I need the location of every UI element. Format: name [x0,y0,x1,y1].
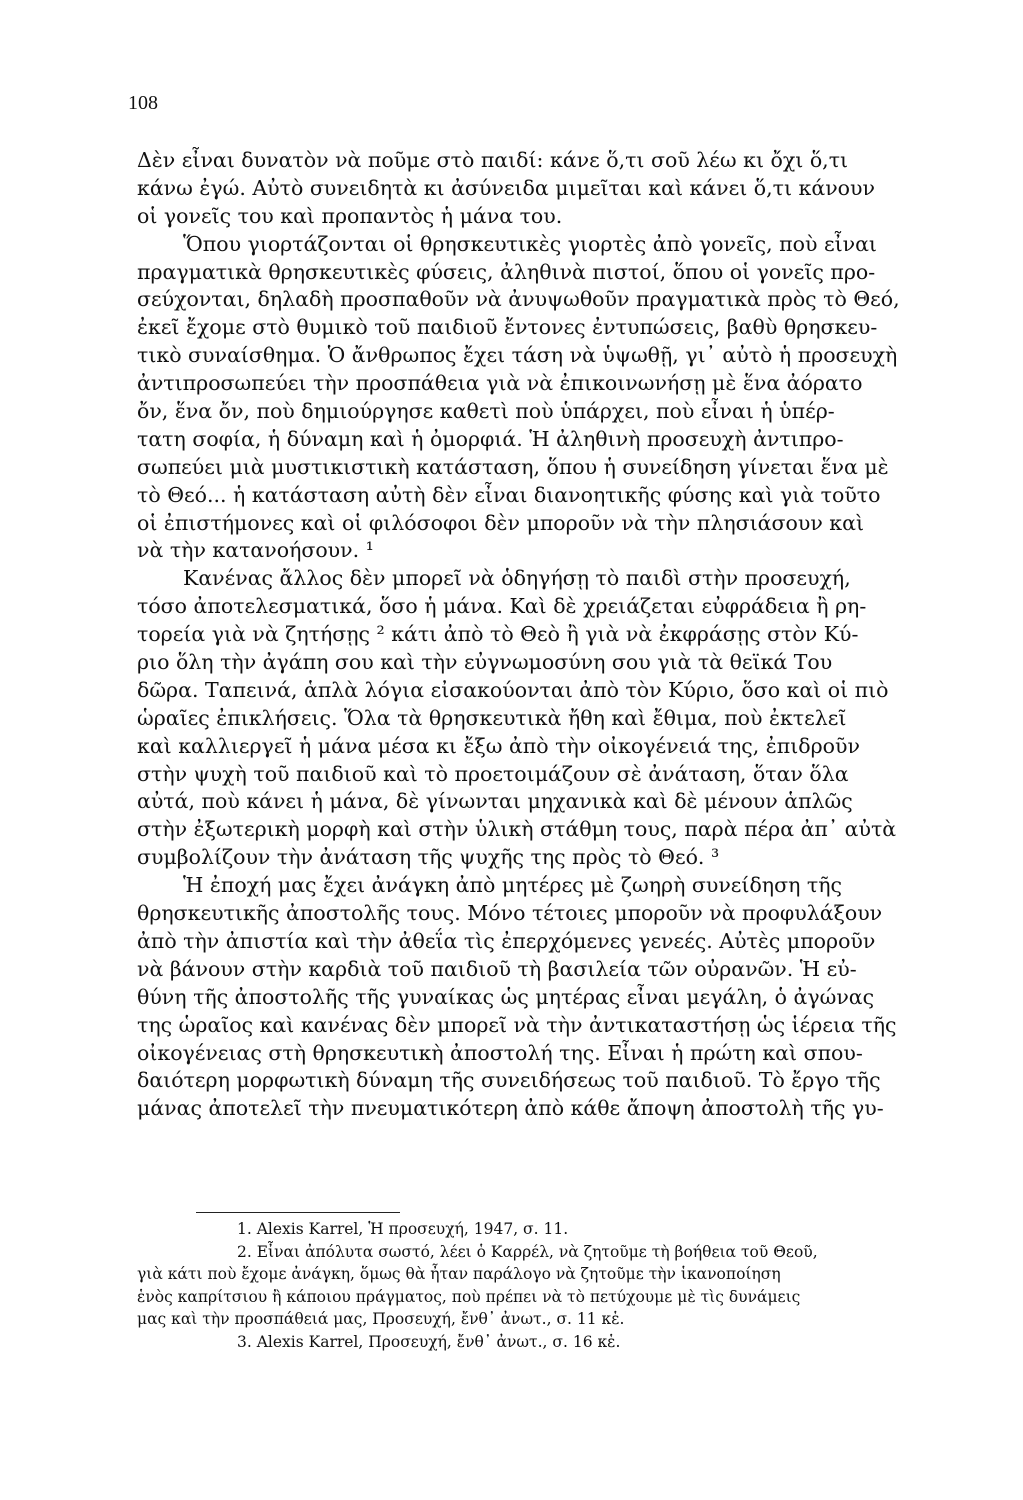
body-line: συμβολίζουν τὴν ἀνάταση τῆς ψυχῆς της πρὸς τὸ Θεό. ³ [137,845,720,870]
body-line: καὶ καλλιεργεῖ ἡ μάνα μέσα κι ἔξω ἀπὸ τὴν οἰκογένειά της, ἐπιδροῦν [137,733,860,758]
body-line: Κανένας ἄλλος δὲν μπορεῖ νὰ ὁδηγήσῃ τὸ παιδὶ στὴν προσευχή, [183,566,851,591]
footnote-line: γιὰ κάτι ποὺ ἔχομε ἀνάγκη, ὅμως θὰ ἦταν παράλογο νὰ ζητοῦμε τὴν ἱκανοποίηση [137,1265,781,1283]
body-line: σωπεύει μιὰ μυστικιστικὴ κατάσταση, ὅπου ἡ συνείδηση γίνεται ἕνα μὲ [137,454,889,479]
body-line: νὰ τὴν κατανοήσουν. ¹ [137,538,374,563]
body-line: Δὲν εἶναι δυνατὸν νὰ ποῦμε στὸ παιδί: κάνε ὅ,τι σοῦ λέω κι ὄχι ὅ,τι [137,148,849,172]
body-line: ἐκεῖ ἔχομε στὸ θυμικὸ τοῦ παιδιοῦ ἔντονες ἐντυπώσεις, βαθὺ θρησκευ- [137,315,878,340]
body-line: τορεία γιὰ νὰ ζητήσῃς ² κάτι ἀπὸ τὸ Θεὸ ἢ γιὰ νὰ ἐκφράσῃς στὸν Κύ- [137,622,859,647]
footnote-line: ἑνὸς καπρίτσιου ἢ κάποιου πράγματος, ποὺ πρέπει νὰ τὸ πετύχουμε μὲ τὶς δυνάμεις [137,1287,801,1306]
footnote-line: 3. Alexis Karrel, Προσευχή, ἔνθ᾽ ἀνωτ., σ. 16 κἑ. [237,1332,621,1351]
body-line: τὸ Θεό... ἡ κατάσταση αὐτὴ δὲν εἶναι διανοητικῆς φύσης καὶ γιὰ τοῦτο [137,482,881,507]
body-line: θρησκευτικῆς ἀποστολῆς τους. Μόνο τέτοιες μποροῦν νὰ προφυλάξουν [137,901,883,926]
body-line: ὡραῖες ἐπικλήσεις. Ὅλα τὰ θρησκευτικὰ ἤθη καὶ ἔθιμα, ποὺ ἐκτελεῖ [137,705,847,730]
body-line: ριο ὅλη τὴν ἀγάπη σου καὶ τὴν εὐγνωμοσύνη σου γιὰ τὰ θεϊκά Του [137,650,833,675]
body-text [137,147,987,1123]
footnote-line: μας καὶ τὴν προσπάθειά μας, Προσευχή, ἔνθ᾽ ἀνωτ., σ. 11 κἑ. [137,1310,625,1328]
body-line: αὐτά, ποὺ κάνει ἡ μάνα, δὲ γίνωνται μηχανικὰ καὶ δὲ μένουν ἁπλῶς [137,789,853,814]
footnote-separator [196,1212,400,1213]
body-line: ἀπὸ τὴν ἀπιστία καὶ τὴν ἀθεΐα τὶς ἐπερχόμενες γενεές. Αὐτὲς μποροῦν [137,928,876,953]
body-line: Ἡ ἐποχή μας ἔχει ἀνάγκη ἀπὸ μητέρες μὲ ζωηρὴ συνείδηση τῆς [183,873,842,898]
body-line: σεύχονται, δηλαδὴ προσπαθοῦν νὰ ἀνυψωθοῦν πραγματικὰ πρὸς τὸ Θεό, [137,287,900,312]
body-line: μάνας ἀποτελεῖ τὴν πνευματικότερη ἀπὸ κάθε ἄποψη ἀποστολὴ τῆς γυ- [137,1096,884,1121]
body-line: τικὸ συναίσθημα. Ὁ ἄνθρωπος ἔχει τάση νὰ ὑψωθῇ, γι᾽ αὐτὸ ἡ προσευχὴ [137,343,898,368]
body-line: της ὡραῖος καὶ κανένας δὲν μπορεῖ νὰ τὴν ἀντικαταστήσῃ ὡς ἱέρεια τῆς [137,1012,897,1037]
body-line: κάνω ἐγώ. Αὐτὸ συνειδητὰ κι ἀσύνειδα μιμεῖται καὶ κάνει ὅ,τι κάνουν [137,175,875,200]
body-line: νὰ βάνουν στὴν καρδιὰ τοῦ παιδιοῦ τὴ βασιλεία τῶν οὐρανῶν. Ἡ εὐ- [137,956,857,981]
body-line: θύνη τῆς ἀποστολῆς τῆς γυναίκας ὡς μητέρας εἶναι μεγάλη, ὁ ἀγώνας [137,984,875,1009]
body-line: Ὅπου γιορτάζονται οἱ θρησκευτικὲς γιορτὲς ἀπὸ γονεῖς, ποὺ εἶναι [183,231,877,256]
body-line: τατη σοφία, ἡ δύναμη καὶ ἡ ὀμορφιά. Ἡ ἀληθινὴ προσευχὴ ἀντιπρο- [137,426,844,451]
footnote-line: 1. Alexis Karrel, Ἡ προσευχή, 1947, σ. 11. [237,1220,569,1238]
body-line: πραγματικὰ θρησκευτικὲς φύσεις, ἀληθινὰ πιστοί, ὅπου οἱ γονεῖς προ- [137,259,876,284]
body-line: οἰκογένειας στὴ θρησκευτικὴ ἀποστολή της. Εἶναι ἡ πρώτη καὶ σπου- [137,1040,863,1065]
body-line: δῶρα. Ταπεινά, ἁπλὰ λόγια εἰσακούονται ἀπὸ τὸν Κύριο, ὅσο καὶ οἱ πιὸ [137,677,889,702]
body-line: τόσο ἀποτελεσματικά, ὅσο ἡ μάνα. Καὶ δὲ χρειάζεται εὐφράδεια ἢ ρη- [137,594,867,619]
body-line: στὴν ψυχὴ τοῦ παιδιοῦ καὶ τὸ προετοιμάζουν σὲ ἀνάταση, ὅταν ὅλα [137,761,849,786]
body-line: στὴν ἐξωτερικὴ μορφὴ καὶ στὴν ὑλικὴ στάθμη τους, παρὰ πέρα ἀπ᾽ αὐτὰ [137,817,897,842]
page-number: 108 [128,92,158,114]
body-line: ἀντιπροσωπεύει τὴν προσπάθεια γιὰ νὰ ἐπικοινωνήσῃ μὲ ἕνα ἀόρατο [137,371,863,396]
body-line: ὄν, ἕνα ὄν, ποὺ δημιούργησε καθετὶ ποὺ ὑπάρχει, ποὺ εἶναι ἡ ὑπέρ- [137,399,835,424]
body-line: οἱ γονεῖς του καὶ προπαντὸς ἡ μάνα του. [137,203,563,228]
footnote-line: 2. Εἶναι ἀπόλυτα σωστό, λέει ὁ Καρρέλ, νὰ ζητοῦμε τὴ βοήθεια τοῦ Θεοῦ, [237,1242,818,1261]
body-line: οἱ ἐπιστήμονες καὶ οἱ φιλόσοφοι δὲν μποροῦν νὰ τὴν πλησιάσουν καὶ [137,510,864,535]
body-line: δαιότερη μορφωτικὴ δύναμη τῆς συνειδήσεως τοῦ παιδιοῦ. Τὸ ἔργο τῆς [137,1068,881,1093]
footnotes [137,1218,997,1353]
